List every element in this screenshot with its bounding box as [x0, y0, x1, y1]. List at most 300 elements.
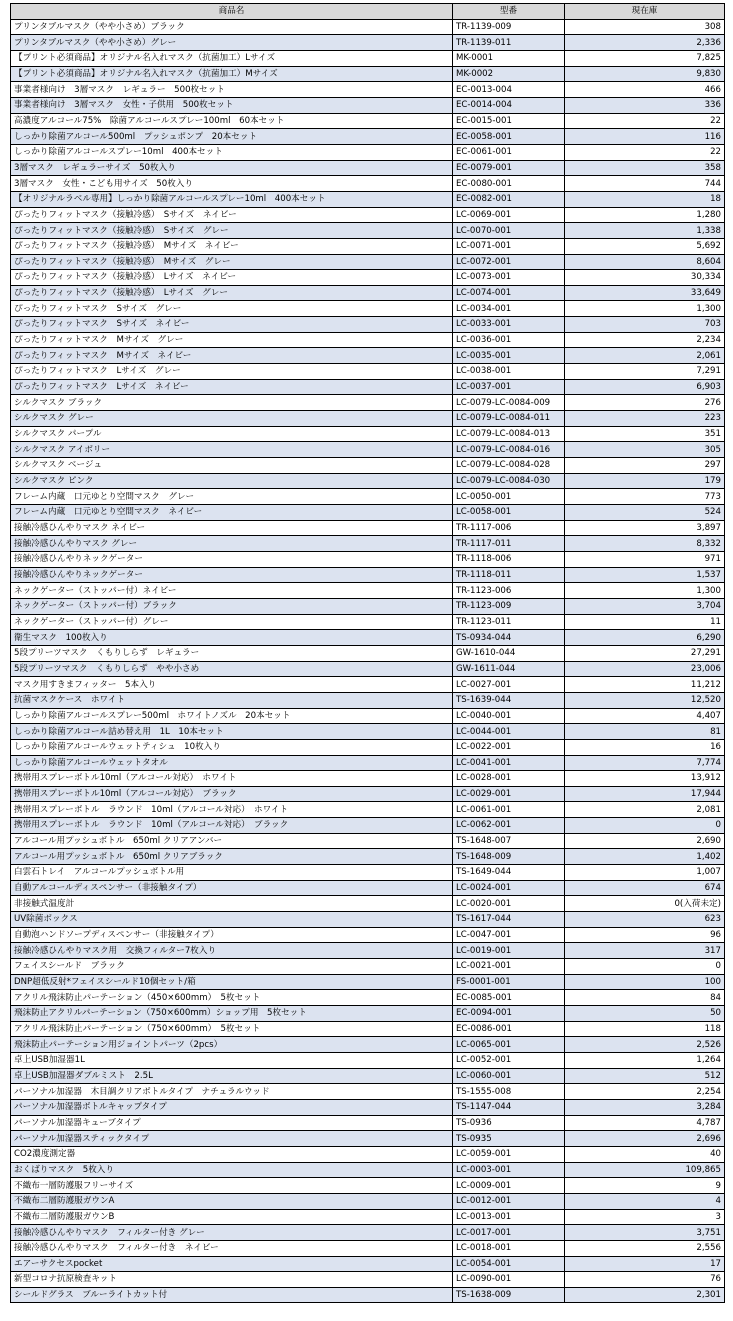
stock-cell: 84 [565, 990, 725, 1006]
product-name-cell: ぴったりフィットマスク Lサイズ ネイビー [11, 379, 453, 395]
model-number-cell: TS-1638-009 [453, 1287, 565, 1303]
table-row [11, 598, 725, 614]
table-row [11, 943, 725, 959]
table-row [11, 1240, 725, 1256]
model-number-cell: TR-1123-011 [453, 614, 565, 630]
product-name-cell: アルコール用プッシュボトル 650ml クリアブラック [11, 849, 453, 865]
model-number-cell: LC-0036-001 [453, 332, 565, 348]
model-number-cell: LC-0052-001 [453, 1052, 565, 1068]
product-name-cell: しっかり除菌アルコールウェットタオル [11, 755, 453, 771]
product-name-cell: 自動泡ハンドソープディスペンサー（非接触タイプ） [11, 927, 453, 943]
product-name-cell: 5段プリーツマスク くもりしらず レギュラー [11, 645, 453, 661]
product-name-cell: 接触冷感ひんやりネックゲーター [11, 567, 453, 583]
stock-cell: 179 [565, 473, 725, 489]
table-row [11, 160, 725, 176]
stock-cell: 76 [565, 1272, 725, 1288]
stock-cell: 466 [565, 82, 725, 98]
stock-cell: 2,301 [565, 1287, 725, 1303]
model-number-cell: TR-1118-006 [453, 551, 565, 567]
stock-cell: 13,912 [565, 771, 725, 787]
product-name-cell: 不織布二層防護服ガウンA [11, 1193, 453, 1209]
model-number-cell: LC-0044-001 [453, 724, 565, 740]
stock-cell: 22 [565, 113, 725, 129]
product-name-cell: ぴったりフィットマスク（接触冷感） Lサイズ ネイビー [11, 270, 453, 286]
product-name-cell: しっかり除菌アルコールウェットティシュ 10枚入り [11, 739, 453, 755]
model-number-cell: TR-1118-011 [453, 567, 565, 583]
table-row [11, 880, 725, 896]
stock-cell: 16 [565, 739, 725, 755]
product-name-cell: シルクマスク ベージュ [11, 458, 453, 474]
model-number-cell: LC-0009-001 [453, 1178, 565, 1194]
table-row [11, 144, 725, 160]
table-row [11, 207, 725, 223]
model-number-cell: LC-0079-LC-0084-009 [453, 395, 565, 411]
model-number-cell: TR-1117-011 [453, 536, 565, 552]
table-row [11, 191, 725, 207]
table-row [11, 959, 725, 975]
table-row [11, 1084, 725, 1100]
table-row [11, 238, 725, 254]
table-row [11, 912, 725, 928]
model-number-cell: GW-1611-044 [453, 661, 565, 677]
table-row [11, 1037, 725, 1053]
table-row [11, 520, 725, 536]
table-row [11, 567, 725, 583]
stock-cell: 5,692 [565, 238, 725, 254]
product-name-cell: 接触冷感ひんやりマスク フィルター付き グレー [11, 1225, 453, 1241]
header-model-number: 型番 [453, 4, 565, 20]
model-number-cell: LC-0018-001 [453, 1240, 565, 1256]
stock-cell: 276 [565, 395, 725, 411]
product-name-cell: ぴったりフィットマスク Sサイズ グレー [11, 301, 453, 317]
model-number-cell: TS-1617-044 [453, 912, 565, 928]
product-name-cell: 不織布一層防護服フリーサイズ [11, 1178, 453, 1194]
stock-cell: 12,520 [565, 692, 725, 708]
product-name-cell: ぴったりフィットマスク（接触冷感） Lサイズ グレー [11, 285, 453, 301]
model-number-cell: TS-1555-008 [453, 1084, 565, 1100]
stock-cell: 3 [565, 1209, 725, 1225]
model-number-cell: LC-0072-001 [453, 254, 565, 270]
stock-cell: 2,526 [565, 1037, 725, 1053]
model-number-cell: LC-0028-001 [453, 771, 565, 787]
table-row [11, 692, 725, 708]
model-number-cell: EC-0014-004 [453, 97, 565, 113]
product-name-cell: パーソナル加湿器 木目調クリアボトルタイプ ナチュラルウッド [11, 1084, 453, 1100]
product-name-cell: シルクマスク グレー [11, 411, 453, 427]
table-row [11, 1272, 725, 1288]
table-row [11, 379, 725, 395]
table-row [11, 458, 725, 474]
stock-cell: 17 [565, 1256, 725, 1272]
model-number-cell: TS-1648-007 [453, 833, 565, 849]
model-number-cell: LC-0079-LC-0084-028 [453, 458, 565, 474]
table-row [11, 583, 725, 599]
model-number-cell: TR-1117-006 [453, 520, 565, 536]
model-number-cell: LC-0027-001 [453, 677, 565, 693]
table-row [11, 223, 725, 239]
table-row [11, 974, 725, 990]
stock-cell: 11,212 [565, 677, 725, 693]
model-number-cell: TS-0934-044 [453, 630, 565, 646]
stock-cell: 8,332 [565, 536, 725, 552]
product-name-cell: エアーサクセスpocket [11, 1256, 453, 1272]
product-name-cell: CO2濃度測定器 [11, 1146, 453, 1162]
stock-cell: 17,944 [565, 786, 725, 802]
stock-cell: 1,007 [565, 865, 725, 881]
model-number-cell: LC-0074-001 [453, 285, 565, 301]
product-name-cell: シルクマスク ピンク [11, 473, 453, 489]
product-name-cell: 新型コロナ抗原検査キット [11, 1272, 453, 1288]
stock-cell: 100 [565, 974, 725, 990]
model-number-cell: LC-0034-001 [453, 301, 565, 317]
table-row [11, 473, 725, 489]
model-number-cell: LC-0037-001 [453, 379, 565, 395]
table-row [11, 1287, 725, 1303]
product-name-cell: しっかり除菌アルコール詰め替え用 1L 10本セット [11, 724, 453, 740]
stock-cell: 773 [565, 489, 725, 505]
model-number-cell: LC-0073-001 [453, 270, 565, 286]
table-row [11, 35, 725, 51]
product-name-cell: 高濃度アルコール75% 除菌アルコールスプレー100ml 60本セット [11, 113, 453, 129]
product-name-cell: プリンタブルマスク（やや小さめ）グレー [11, 35, 453, 51]
stock-cell: 2,556 [565, 1240, 725, 1256]
product-name-cell: 接触冷感ひんやりマスク ネイビー [11, 520, 453, 536]
table-row [11, 755, 725, 771]
model-number-cell: LC-0079-LC-0084-013 [453, 426, 565, 442]
stock-cell: 971 [565, 551, 725, 567]
model-number-cell: LC-0060-001 [453, 1068, 565, 1084]
stock-cell: 336 [565, 97, 725, 113]
stock-cell: 1,402 [565, 849, 725, 865]
model-number-cell: FS-0001-001 [453, 974, 565, 990]
table-row [11, 505, 725, 521]
product-name-cell: ネックゲーター（ストッパー付）ブラック [11, 598, 453, 614]
table-row [11, 19, 725, 35]
table-row [11, 317, 725, 333]
stock-cell: 40 [565, 1146, 725, 1162]
table-row [11, 270, 725, 286]
table-row [11, 849, 725, 865]
model-number-cell: LC-0019-001 [453, 943, 565, 959]
stock-cell: 2,690 [565, 833, 725, 849]
model-number-cell: TR-1123-006 [453, 583, 565, 599]
product-name-cell: アクリル飛沫防止パーテーション（750×600mm） 5枚セット [11, 1021, 453, 1037]
model-number-cell: LC-0059-001 [453, 1146, 565, 1162]
stock-cell: 358 [565, 160, 725, 176]
product-name-cell: 接触冷感ひんやりマスク フィルター付き ネイビー [11, 1240, 453, 1256]
table-row [11, 50, 725, 66]
product-name-cell: パーソナル加湿器ボトルキャップタイプ [11, 1099, 453, 1115]
table-row [11, 395, 725, 411]
product-name-cell: シルクマスク パープル [11, 426, 453, 442]
model-number-cell: LC-0071-001 [453, 238, 565, 254]
table-row [11, 1006, 725, 1022]
table-row [11, 896, 725, 912]
stock-cell: 308 [565, 19, 725, 35]
table-row [11, 551, 725, 567]
table-row [11, 630, 725, 646]
stock-cell: 1,338 [565, 223, 725, 239]
table-row [11, 536, 725, 552]
stock-cell: 512 [565, 1068, 725, 1084]
model-number-cell: LC-0070-001 [453, 223, 565, 239]
table-row [11, 786, 725, 802]
product-name-cell: マスク用すきまフィッター 5本入り [11, 677, 453, 693]
product-name-cell: 非接触式温度計 [11, 896, 453, 912]
stock-cell: 109,865 [565, 1162, 725, 1178]
table-row [11, 1099, 725, 1115]
model-number-cell: LC-0035-001 [453, 348, 565, 364]
stock-cell: 674 [565, 880, 725, 896]
stock-cell: 3,751 [565, 1225, 725, 1241]
table-row [11, 285, 725, 301]
stock-cell: 1,537 [565, 567, 725, 583]
product-name-cell: 【プリント必須商品】オリジナル名入れマスク（抗菌加工）Mサイズ [11, 66, 453, 82]
table-row [11, 990, 725, 1006]
stock-cell: 0 [565, 818, 725, 834]
table-row [11, 1225, 725, 1241]
stock-cell: 0(入荷未定) [565, 896, 725, 912]
table-row [11, 411, 725, 427]
product-name-cell: ぴったりフィットマスク Mサイズ ネイビー [11, 348, 453, 364]
model-number-cell: TS-1147-044 [453, 1099, 565, 1115]
table-row [11, 489, 725, 505]
product-name-cell: フレーム内蔵 口元ゆとり空間マスク グレー [11, 489, 453, 505]
table-row [11, 802, 725, 818]
model-number-cell: LC-0033-001 [453, 317, 565, 333]
stock-cell: 9 [565, 1178, 725, 1194]
product-name-cell: おくばりマスク 5枚入り [11, 1162, 453, 1178]
product-name-cell: パーソナル加湿器スティックタイプ [11, 1131, 453, 1147]
product-name-cell: 携帯用スプレーボトル ラウンド 10ml（アルコール対応） ホワイト [11, 802, 453, 818]
stock-cell: 9,830 [565, 66, 725, 82]
product-name-cell: アルコール用プッシュボトル 650ml クリアアンバー [11, 833, 453, 849]
table-row [11, 724, 725, 740]
stock-cell: 524 [565, 505, 725, 521]
product-name-cell: ネックゲーター（ストッパー付）ネイビー [11, 583, 453, 599]
model-number-cell: LC-0040-001 [453, 708, 565, 724]
stock-cell: 118 [565, 1021, 725, 1037]
model-number-cell: LC-0058-001 [453, 505, 565, 521]
table-row [11, 927, 725, 943]
model-number-cell: EC-0094-001 [453, 1006, 565, 1022]
product-name-cell: ぴったりフィットマスク（接触冷感） Sサイズ グレー [11, 223, 453, 239]
table-row [11, 818, 725, 834]
table-row [11, 677, 725, 693]
product-name-cell: 携帯用スプレーボトル ラウンド 10ml（アルコール対応） ブラック [11, 818, 453, 834]
product-name-cell: しっかり除菌アルコールスプレー10ml 400本セット [11, 144, 453, 160]
model-number-cell: EC-0079-001 [453, 160, 565, 176]
table-row [11, 1256, 725, 1272]
table-row [11, 82, 725, 98]
model-number-cell: LC-0012-001 [453, 1193, 565, 1209]
model-number-cell: LC-0029-001 [453, 786, 565, 802]
header-current-stock: 現在庫 [565, 4, 725, 20]
model-number-cell: LC-0017-001 [453, 1225, 565, 1241]
product-name-cell: DNP超低反射*フェイスシールド10個セット/箱 [11, 974, 453, 990]
model-number-cell: LC-0003-001 [453, 1162, 565, 1178]
model-number-cell: LC-0069-001 [453, 207, 565, 223]
product-name-cell: 5段プリーツマスク くもりしらず やや小さめ [11, 661, 453, 677]
header-row [11, 4, 725, 20]
stock-cell: 317 [565, 943, 725, 959]
stock-cell: 27,291 [565, 645, 725, 661]
model-number-cell: TS-1649-044 [453, 865, 565, 881]
model-number-cell: LC-0050-001 [453, 489, 565, 505]
product-name-cell: 事業者様向け 3層マスク 女性・子供用 500枚セット [11, 97, 453, 113]
model-number-cell: EC-0058-001 [453, 129, 565, 145]
product-name-cell: 3層マスク レギュラーサイズ 50枚入り [11, 160, 453, 176]
model-number-cell: LC-0090-001 [453, 1272, 565, 1288]
product-name-cell: ぴったりフィットマスク（接触冷感） Mサイズ グレー [11, 254, 453, 270]
product-name-cell: 事業者様向け 3層マスク レギュラー 500枚セット [11, 82, 453, 98]
product-name-cell: 飛沫防止アクリルパーテーション（750×600mm）ショップ用 5枚セット [11, 1006, 453, 1022]
stock-cell: 50 [565, 1006, 725, 1022]
product-name-cell: ぴったりフィットマスク Sサイズ ネイビー [11, 317, 453, 333]
product-name-cell: フェイスシールド ブラック [11, 959, 453, 975]
stock-cell: 1,280 [565, 207, 725, 223]
product-name-cell: 携帯用スプレーボトル10ml（アルコール対応） ブラック [11, 786, 453, 802]
table-row [11, 1115, 725, 1131]
stock-cell: 22 [565, 144, 725, 160]
stock-cell: 2,081 [565, 802, 725, 818]
stock-cell: 81 [565, 724, 725, 740]
model-number-cell: LC-0065-001 [453, 1037, 565, 1053]
stock-cell: 8,604 [565, 254, 725, 270]
model-number-cell: LC-0062-001 [453, 818, 565, 834]
product-name-cell: 自動アルコールディスペンサー（非接触タイプ） [11, 880, 453, 896]
stock-cell: 96 [565, 927, 725, 943]
model-number-cell: LC-0021-001 [453, 959, 565, 975]
table-row [11, 442, 725, 458]
stock-cell: 703 [565, 317, 725, 333]
product-name-cell: 卓上USB加湿器ダブルミスト 2.5L [11, 1068, 453, 1084]
table-row [11, 1162, 725, 1178]
stock-cell: 623 [565, 912, 725, 928]
model-number-cell: LC-0079-LC-0084-011 [453, 411, 565, 427]
product-name-cell: しっかり除菌アルコールスプレー500ml ホワイトノズル 20本セット [11, 708, 453, 724]
stock-cell: 11 [565, 614, 725, 630]
product-name-cell: 白雲石トレイ アルコールプッシュボトル用 [11, 865, 453, 881]
model-number-cell: LC-0022-001 [453, 739, 565, 755]
stock-cell: 1,300 [565, 301, 725, 317]
model-number-cell: TS-0935 [453, 1131, 565, 1147]
table-row [11, 833, 725, 849]
stock-cell: 7,291 [565, 364, 725, 380]
table-row [11, 1131, 725, 1147]
table-row [11, 771, 725, 787]
model-number-cell: MK-0001 [453, 50, 565, 66]
stock-cell: 223 [565, 411, 725, 427]
product-name-cell: 卓上USB加湿器1L [11, 1052, 453, 1068]
model-number-cell: LC-0061-001 [453, 802, 565, 818]
stock-cell: 2,254 [565, 1084, 725, 1100]
product-name-cell: 携帯用スプレーボトル10ml（アルコール対応） ホワイト [11, 771, 453, 787]
table-row [11, 364, 725, 380]
product-name-cell: ぴったりフィットマスク（接触冷感） Mサイズ ネイビー [11, 238, 453, 254]
model-number-cell: LC-0079-LC-0084-016 [453, 442, 565, 458]
table-body [11, 19, 725, 1303]
stock-cell: 30,334 [565, 270, 725, 286]
product-name-cell: 接触冷感ひんやりマスク用 交換フィルター7枚入り [11, 943, 453, 959]
product-name-cell: パーソナル加湿器キューブタイプ [11, 1115, 453, 1131]
model-number-cell: MK-0002 [453, 66, 565, 82]
table-row [11, 645, 725, 661]
table-row [11, 739, 725, 755]
product-name-cell: アクリル飛沫防止パーテーション（450×600mm） 5枚セット [11, 990, 453, 1006]
stock-cell: 2,336 [565, 35, 725, 51]
model-number-cell: LC-0047-001 [453, 927, 565, 943]
table-row [11, 1052, 725, 1068]
model-number-cell: TR-1123-009 [453, 598, 565, 614]
stock-cell: 6,290 [565, 630, 725, 646]
model-number-cell: LC-0041-001 [453, 755, 565, 771]
stock-cell: 4,787 [565, 1115, 725, 1131]
table-row [11, 332, 725, 348]
table-row [11, 661, 725, 677]
product-name-cell: しっかり除菌アルコール500ml プッシュポンプ 20本セット [11, 129, 453, 145]
table-row [11, 426, 725, 442]
table-row [11, 1146, 725, 1162]
stock-cell: 33,649 [565, 285, 725, 301]
model-number-cell: EC-0080-001 [453, 176, 565, 192]
model-number-cell: TS-0936 [453, 1115, 565, 1131]
model-number-cell: EC-0015-001 [453, 113, 565, 129]
stock-cell: 7,774 [565, 755, 725, 771]
table-row [11, 1068, 725, 1084]
model-number-cell: TS-1648-009 [453, 849, 565, 865]
stock-cell: 1,264 [565, 1052, 725, 1068]
product-name-cell: プリンタブルマスク（やや小さめ）ブラック [11, 19, 453, 35]
product-name-cell: 接触冷感ひんやりネックゲーター [11, 551, 453, 567]
stock-cell: 2,061 [565, 348, 725, 364]
stock-cell: 305 [565, 442, 725, 458]
stock-cell: 18 [565, 191, 725, 207]
model-number-cell: LC-0079-LC-0084-030 [453, 473, 565, 489]
stock-cell: 3,897 [565, 520, 725, 536]
stock-cell: 116 [565, 129, 725, 145]
model-number-cell: LC-0054-001 [453, 1256, 565, 1272]
model-number-cell: EC-0082-001 [453, 191, 565, 207]
model-number-cell: LC-0020-001 [453, 896, 565, 912]
product-name-cell: UV除菌ボックス [11, 912, 453, 928]
table-row [11, 1178, 725, 1194]
product-name-cell: シルクマスク アイボリー [11, 442, 453, 458]
stock-cell: 1,300 [565, 583, 725, 599]
model-number-cell: LC-0038-001 [453, 364, 565, 380]
model-number-cell: TR-1139-011 [453, 35, 565, 51]
product-name-cell: ぴったりフィットマスク Mサイズ グレー [11, 332, 453, 348]
stock-cell: 3,704 [565, 598, 725, 614]
model-number-cell: EC-0085-001 [453, 990, 565, 1006]
product-name-cell: 抗菌マスクケース ホワイト [11, 692, 453, 708]
product-name-cell: 【オリジナルラベル専用】しっかり除菌アルコールスプレー10ml 400本セット [11, 191, 453, 207]
inventory-table [10, 3, 725, 1303]
model-number-cell: EC-0086-001 [453, 1021, 565, 1037]
model-number-cell: GW-1610-044 [453, 645, 565, 661]
table-row [11, 301, 725, 317]
product-name-cell: ぴったりフィットマスク（接触冷感） Sサイズ ネイビー [11, 207, 453, 223]
stock-cell: 7,825 [565, 50, 725, 66]
table-row [11, 129, 725, 145]
table-row [11, 348, 725, 364]
model-number-cell: TR-1139-009 [453, 19, 565, 35]
product-name-cell: 【プリント必須商品】オリジナル名入れマスク（抗菌加工）Lサイズ [11, 50, 453, 66]
product-name-cell: 衛生マスク 100枚入り [11, 630, 453, 646]
stock-cell: 297 [565, 458, 725, 474]
stock-cell: 23,006 [565, 661, 725, 677]
table-row [11, 66, 725, 82]
